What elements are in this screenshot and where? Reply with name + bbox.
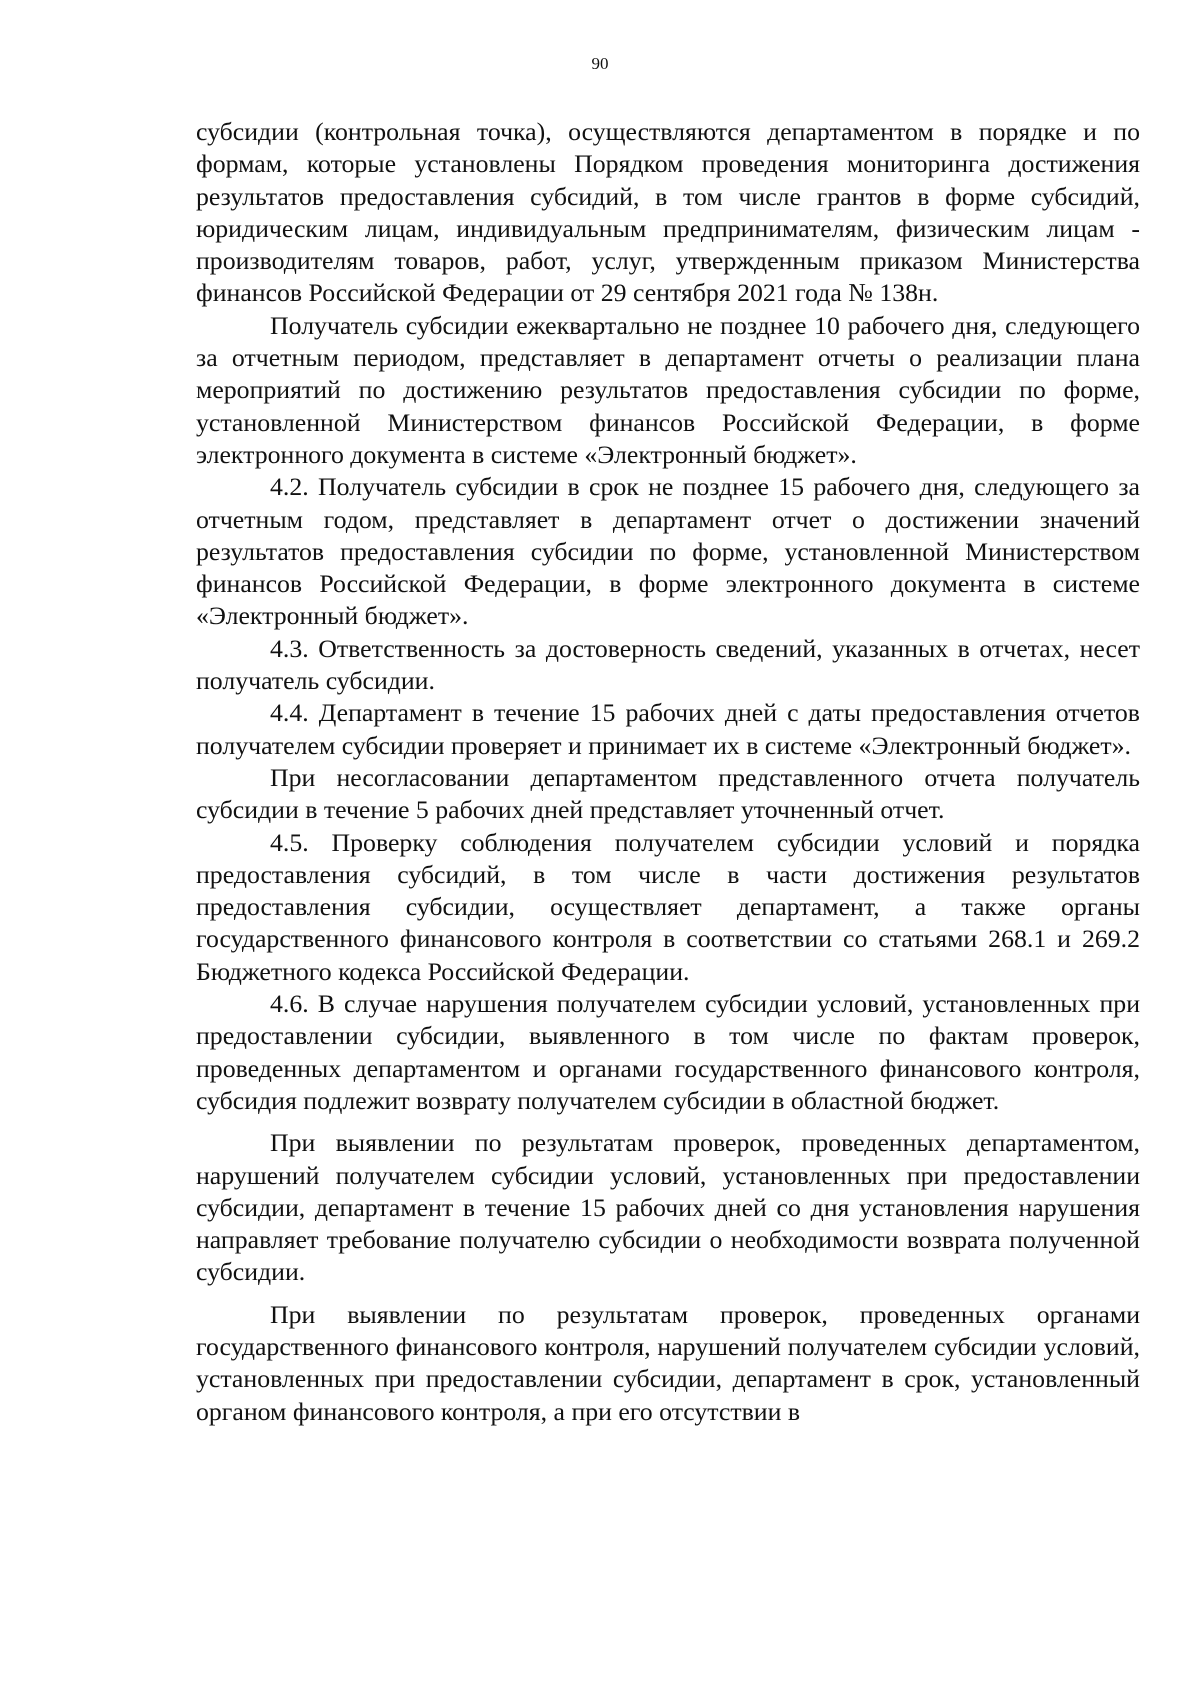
- paragraph-4-5: 4.5. Проверку соблюдения получателем субсидии условий и порядка предоставления субсидий, в том числе в части достижения результатов предоставления субсидии, осуществляет департамент, а также органы государственного финансового контроля в соответствии со статьями 268.1 и 269.2 Бюджетного кодекса Российской Федерации.: [196, 827, 1140, 986]
- paragraph-continuation: субсидии (контрольная точка), осуществляются департаментом в порядке и по формам, которые установлены Порядком проведения мониторинга достижения результатов предоставления субсидий, в том числе грантов в форме субсидий, юридическим лицам, индивидуальным предпринимателям, физическим лицам - производителям товаров, работ, услуг, утвержденным приказом Министерства финансов Российской Федерации от 29 сентября 2021 года № 138н.: [196, 117, 1140, 308]
- paragraph-department-inspection: При выявлении по результатам проверок, проведенных департаментом, нарушений получателем субсидии условий, установленных при предоставлении субсидии, департамент в течение 15 рабочих дней со дня установления нарушения направляет требование получателю субсидии о необходимости возврата полученной субсидии.: [196, 1128, 1140, 1287]
- paragraph-financial-control-inspection: При выявлении по результатам проверок, проведенных органами государственного финансового контроля, нарушений получателем субсидии условий, установленных при предоставлении субсидии, департамент в срок, установленный органом финансового контроля, а при его отсутствии в: [196, 1299, 1140, 1426]
- paragraph-4-4: 4.4. Департамент в течение 15 рабочих дней с даты предоставления отчетов получателем субсидии проверяет и принимает их в системе «Электронный бюджет».: [196, 698, 1140, 760]
- paragraph-4-6: 4.6. В случае нарушения получателем субсидии условий, установленных при предоставлении субсидии, выявленного в том числе по фактам проверок, проведенных департаментом и органами государственного финансового контроля, субсидия подлежит возврату получателем субсидии в областной бюджет.: [196, 989, 1140, 1115]
- paragraph-revised-report: При несогласовании департаментом представленного отчета получатель субсидии в течение 5 рабочих дней представляет уточненный отчет.: [196, 762, 1140, 825]
- paragraph-4-3: 4.3. Ответственность за достоверность сведений, указанных в отчетах, несет получатель субсидии.: [196, 633, 1140, 696]
- document-body: [196, 116, 1140, 1428]
- page-number: 90: [591, 54, 609, 73]
- paragraph-quarterly-report: Получатель субсидии ежеквартально не позднее 10 рабочего дня, следующего за отчетным периодом, представляет в департамент отчеты о реализации плана мероприятий по достижению результатов предоставления субсидии по форме, установленной Министерством финансов Российской Федерации, в форме электронного документа в системе «Электронный бюджет».: [196, 310, 1140, 469]
- paragraph-4-2: 4.2. Получатель субсидии в срок не позднее 15 рабочего дня, следующего за отчетным годом, представляет в департамент отчет о достижении значений результатов предоставления субсидии по форме, установленной Министерством финансов Российской Федерации, в форме электронного документа в системе «Электронный бюджет».: [196, 472, 1140, 631]
